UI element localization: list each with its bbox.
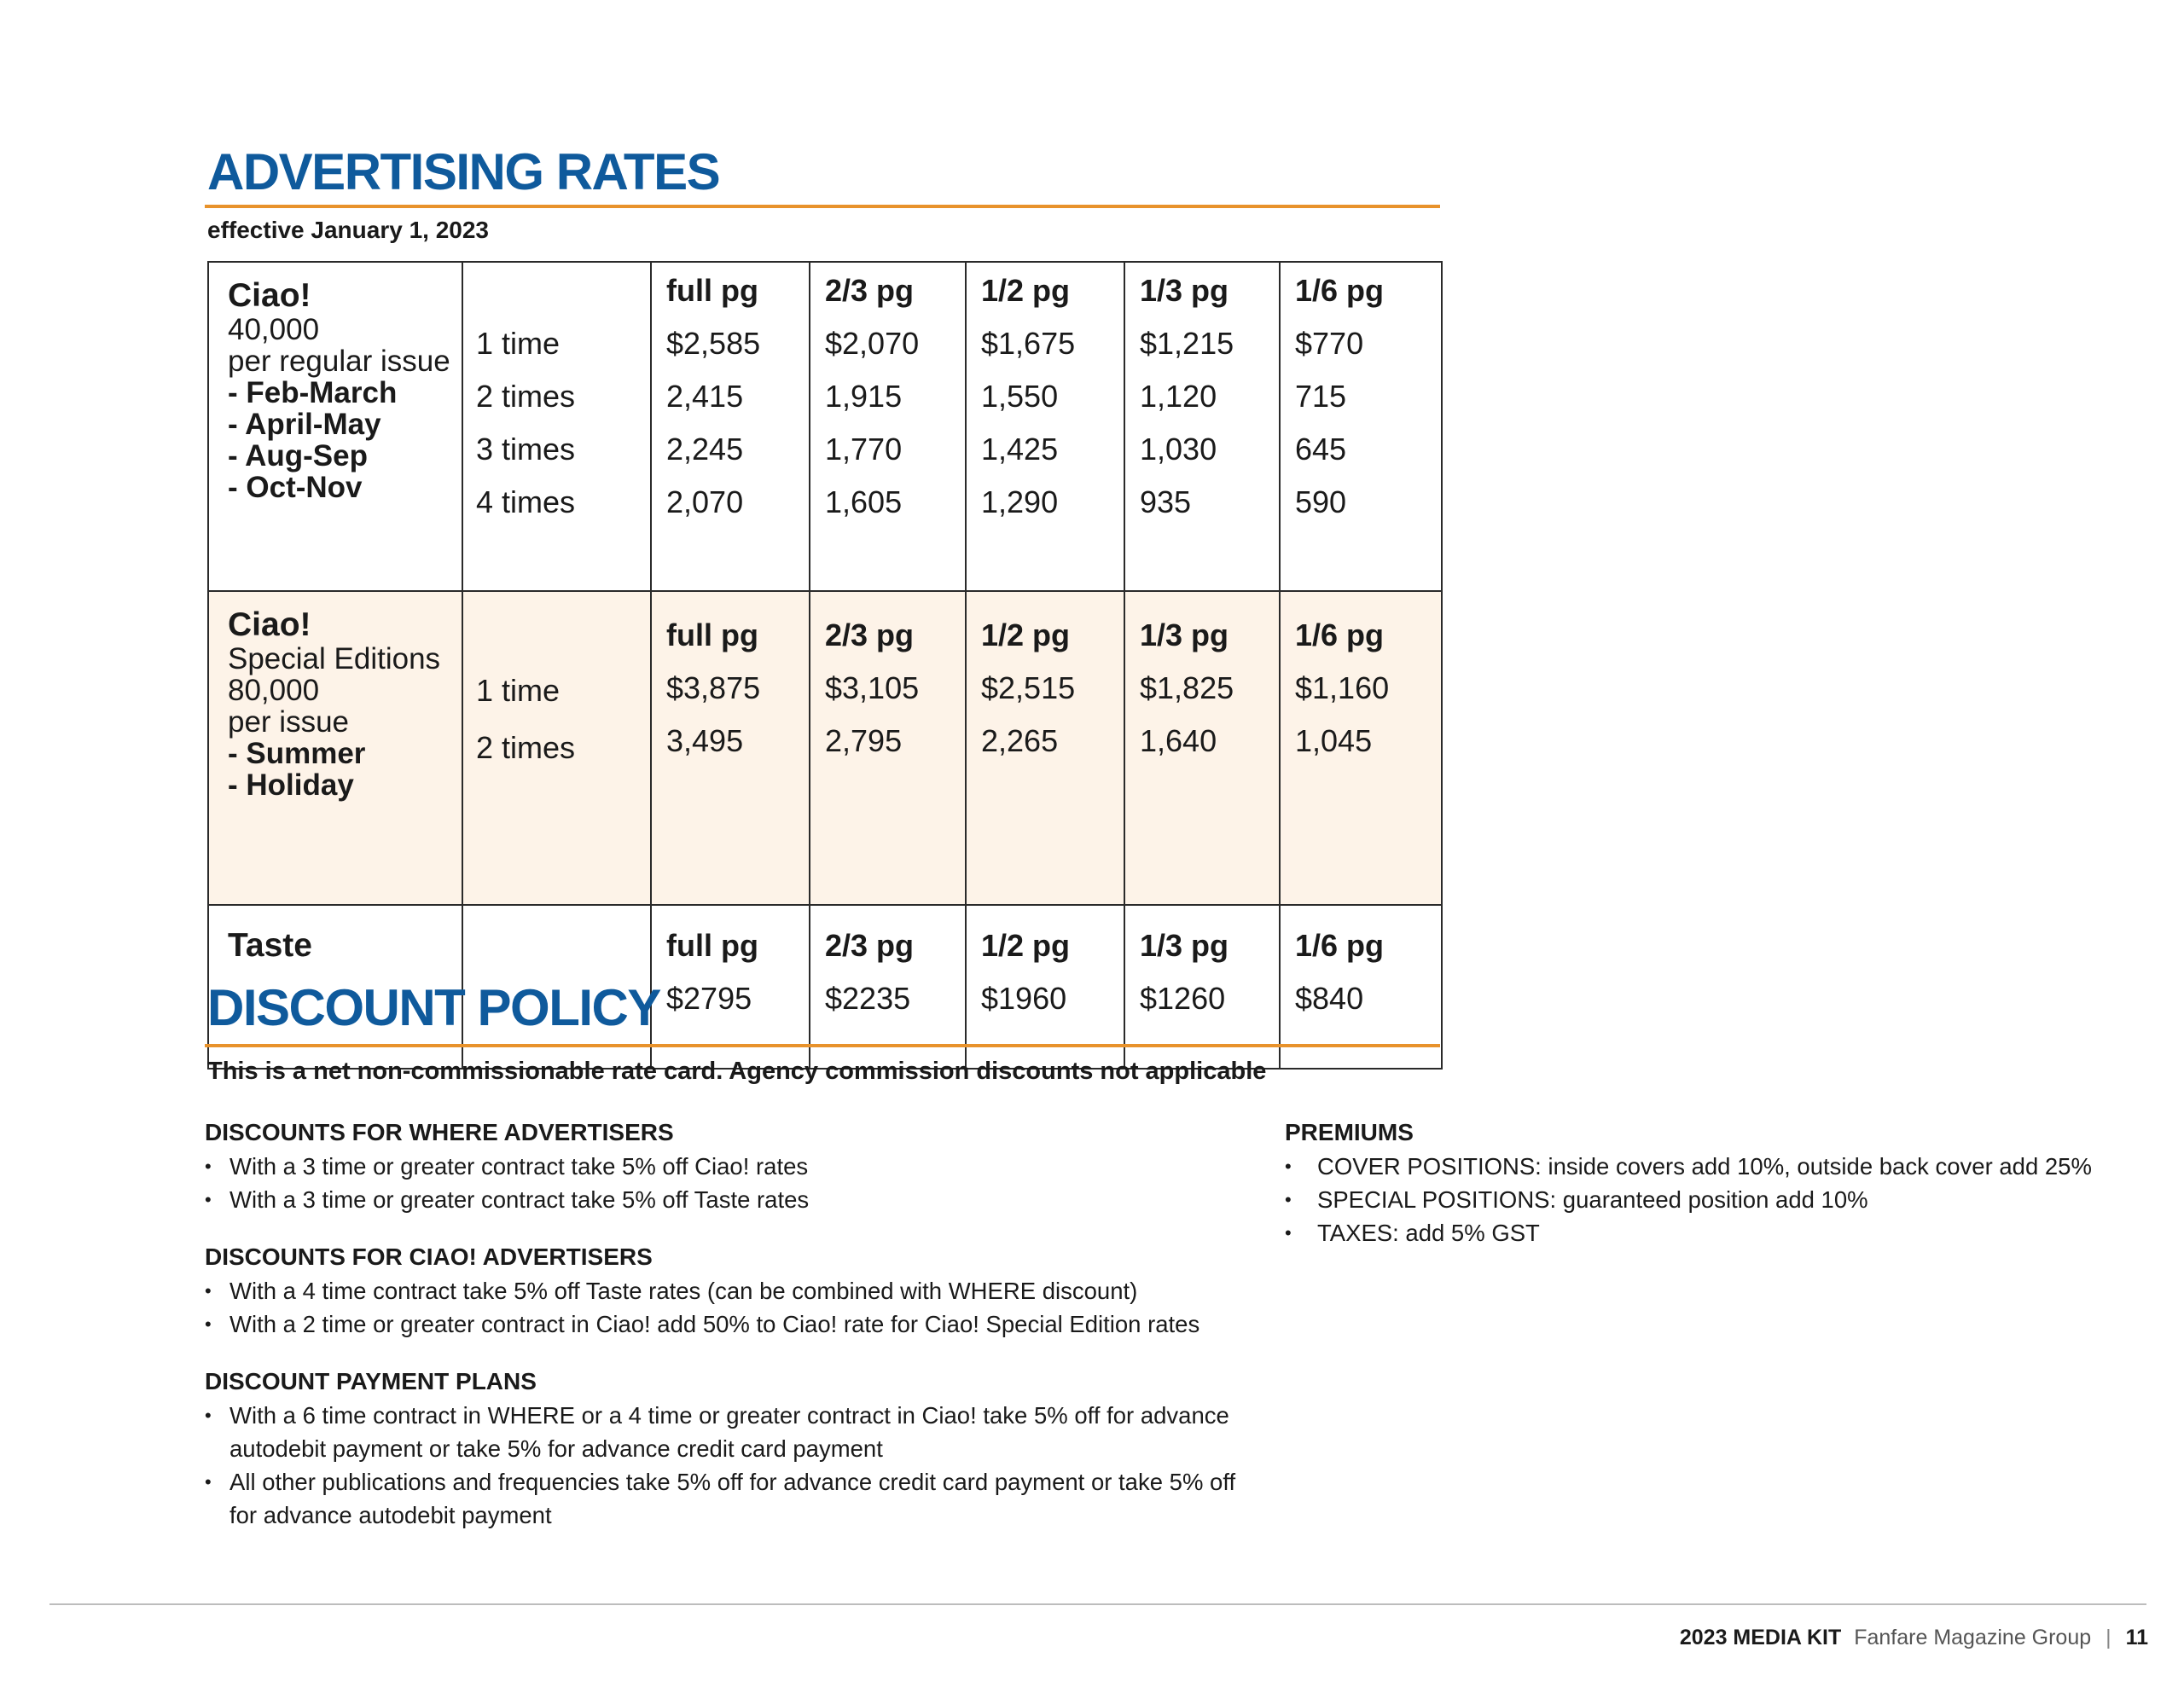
publication-name: Ciao! <box>228 606 311 643</box>
rate-value: $1,215 <box>1140 326 1234 361</box>
list-item: • All other publications and frequencies take 5% off for advance credit card payment or take 5% off for advance autodebit payment <box>205 1465 1263 1532</box>
rate-value: $1260 <box>1140 981 1226 1016</box>
rate-value: $2,515 <box>981 670 1076 705</box>
column-header: full pg <box>666 617 758 652</box>
issue-item: - April-May <box>228 408 381 441</box>
ciao-discounts-heading: DISCOUNTS FOR CIAO! ADVERTISERS <box>205 1244 653 1270</box>
column-header: 1/2 pg <box>981 273 1071 308</box>
rate-value: 1,290 <box>981 484 1059 519</box>
list-item: • SPECIAL POSITIONS: guaranteed position add 10% <box>1285 1183 2155 1216</box>
column-header: 1/2 pg <box>981 928 1071 963</box>
column-header: full pg <box>666 273 758 308</box>
rates-table <box>207 261 1443 1070</box>
frequency: 2 times <box>476 730 576 765</box>
list-item: • With a 6 time contract in WHERE or a 4 time or greater contract in Ciao! take 5% off for advance autodebit payment or take 5% for advance credit card payment <box>205 1399 1263 1465</box>
rate-value: $1,160 <box>1295 670 1390 705</box>
rates-title: ADVERTISING RATES <box>207 143 720 200</box>
footer-media-kit: 2023 MEDIA KIT <box>1679 1626 1842 1649</box>
issue-item: - Oct-Nov <box>228 471 363 504</box>
frequency: 1 time <box>476 326 561 361</box>
issue-item: - Aug-Sep <box>228 439 368 472</box>
rate-col-full-pg <box>651 591 810 905</box>
rate-value: 1,425 <box>981 432 1059 467</box>
discount-title-rule <box>205 1044 1440 1047</box>
rate-col-1-3-pg <box>1124 262 1280 591</box>
rate-value: $1,825 <box>1140 670 1234 705</box>
publication-desc: per regular issue <box>228 345 450 378</box>
rate-value: 1,770 <box>825 432 903 467</box>
rates-title-rule <box>205 205 1440 208</box>
column-header: 1/6 pg <box>1295 617 1385 652</box>
footer-rule <box>49 1603 2146 1605</box>
publication-name: Taste <box>228 927 312 964</box>
ciao-discounts-list <box>205 1274 1263 1341</box>
list-item: • COVER POSITIONS: inside covers add 10%, outside back cover add 25% <box>1285 1150 2155 1183</box>
where-discounts-list <box>205 1150 1263 1216</box>
publication-desc: Special Editions <box>228 642 441 675</box>
rate-value: 2,245 <box>666 432 744 467</box>
rate-value: 3,495 <box>666 723 744 758</box>
discount-note: This is a net non-commissionable rate card. Agency commission discounts not applicable <box>207 1058 1267 1085</box>
rate-value: $840 <box>1295 981 1364 1016</box>
column-header: 1/3 pg <box>1140 273 1229 308</box>
frequency: 2 times <box>476 379 576 414</box>
rate-value: 2,795 <box>825 723 903 758</box>
rate-value: $2,585 <box>666 326 761 361</box>
table-row-ciao-regular <box>208 262 1442 591</box>
table-row-ciao-special <box>208 591 1442 905</box>
rate-value: 1,640 <box>1140 723 1217 758</box>
effective-date: effective January 1, 2023 <box>207 217 489 243</box>
rate-value: $2235 <box>825 981 911 1016</box>
frequency-cell <box>462 262 651 591</box>
issue-item: - Holiday <box>228 768 354 802</box>
frequency-cell <box>462 591 651 905</box>
column-header: full pg <box>666 928 758 963</box>
publication-name: Ciao! <box>228 277 311 314</box>
column-header: 2/3 pg <box>825 928 915 963</box>
rate-value: $3,105 <box>825 670 920 705</box>
page-number: 11 <box>2125 1626 2148 1649</box>
rate-col-1-3-pg <box>1124 591 1280 905</box>
publication-desc: per issue <box>228 705 350 739</box>
rate-value: 2,265 <box>981 723 1059 758</box>
rate-col-1-2-pg <box>966 262 1124 591</box>
rate-value: $3,875 <box>666 670 761 705</box>
payment-plans-heading: DISCOUNT PAYMENT PLANS <box>205 1368 537 1394</box>
rate-value: 1,550 <box>981 379 1059 414</box>
publication-cell <box>208 262 462 591</box>
rate-value: 1,605 <box>825 484 903 519</box>
rate-col-full-pg <box>651 262 810 591</box>
rate-value: $2795 <box>666 981 752 1016</box>
column-header: 1/3 pg <box>1140 617 1229 652</box>
rate-value: 2,070 <box>666 484 744 519</box>
list-item: • With a 3 time or greater contract take 5% off Ciao! rates <box>205 1150 1263 1183</box>
rate-col-2-3-pg <box>810 262 966 591</box>
rate-value: 1,045 <box>1295 723 1373 758</box>
where-discounts-heading: DISCOUNTS FOR WHERE ADVERTISERS <box>205 1119 674 1145</box>
rate-value: $2,070 <box>825 326 920 361</box>
list-item: • With a 4 time contract take 5% off Taste rates (can be combined with WHERE discount) <box>205 1274 1263 1307</box>
page-footer <box>1680 1626 2148 1650</box>
publication-cell <box>208 591 462 905</box>
discount-title: DISCOUNT POLICY <box>207 979 660 1036</box>
rate-value: 2,415 <box>666 379 744 414</box>
frequency: 4 times <box>476 484 576 519</box>
rate-col-1-6-pg <box>1280 262 1442 591</box>
rate-value: 935 <box>1140 484 1192 519</box>
rate-value: 1,915 <box>825 379 903 414</box>
list-item: • With a 3 time or greater contract take 5% off Taste rates <box>205 1183 1263 1216</box>
rate-value: $1960 <box>981 981 1067 1016</box>
column-header: 1/3 pg <box>1140 928 1229 963</box>
premiums-list <box>1285 1150 2155 1249</box>
publication-desc: 80,000 <box>228 674 320 707</box>
issue-item: - Summer <box>228 737 366 770</box>
rate-value: 1,120 <box>1140 379 1217 414</box>
column-header: 1/6 pg <box>1295 273 1385 308</box>
column-header: 1/6 pg <box>1295 928 1385 963</box>
rate-value: 1,030 <box>1140 432 1217 467</box>
list-item: • TAXES: add 5% GST <box>1285 1216 2155 1249</box>
frequency: 1 time <box>476 673 561 708</box>
rate-col-1-6-pg <box>1280 591 1442 905</box>
footer-separator: | <box>2106 1626 2111 1649</box>
rate-value: 715 <box>1295 379 1347 414</box>
frequency: 3 times <box>476 432 576 467</box>
rate-value: $1,675 <box>981 326 1076 361</box>
column-header: 1/2 pg <box>981 617 1071 652</box>
payment-plans-list <box>205 1399 1263 1532</box>
rate-col-2-3-pg <box>810 591 966 905</box>
list-item: • With a 2 time or greater contract in Ciao! add 50% to Ciao! rate for Ciao! Special Edition rates <box>205 1307 1263 1341</box>
issue-item: - Feb-March <box>228 376 398 409</box>
publication-desc: 40,000 <box>228 313 320 346</box>
rate-value: 645 <box>1295 432 1347 467</box>
column-header: 2/3 pg <box>825 617 915 652</box>
rate-value: $770 <box>1295 326 1364 361</box>
footer-group: Fanfare Magazine Group <box>1854 1626 2092 1649</box>
rate-col-1-2-pg <box>966 591 1124 905</box>
rate-value: 590 <box>1295 484 1347 519</box>
column-header: 2/3 pg <box>825 273 915 308</box>
premiums-heading: PREMIUMS <box>1285 1119 1414 1145</box>
